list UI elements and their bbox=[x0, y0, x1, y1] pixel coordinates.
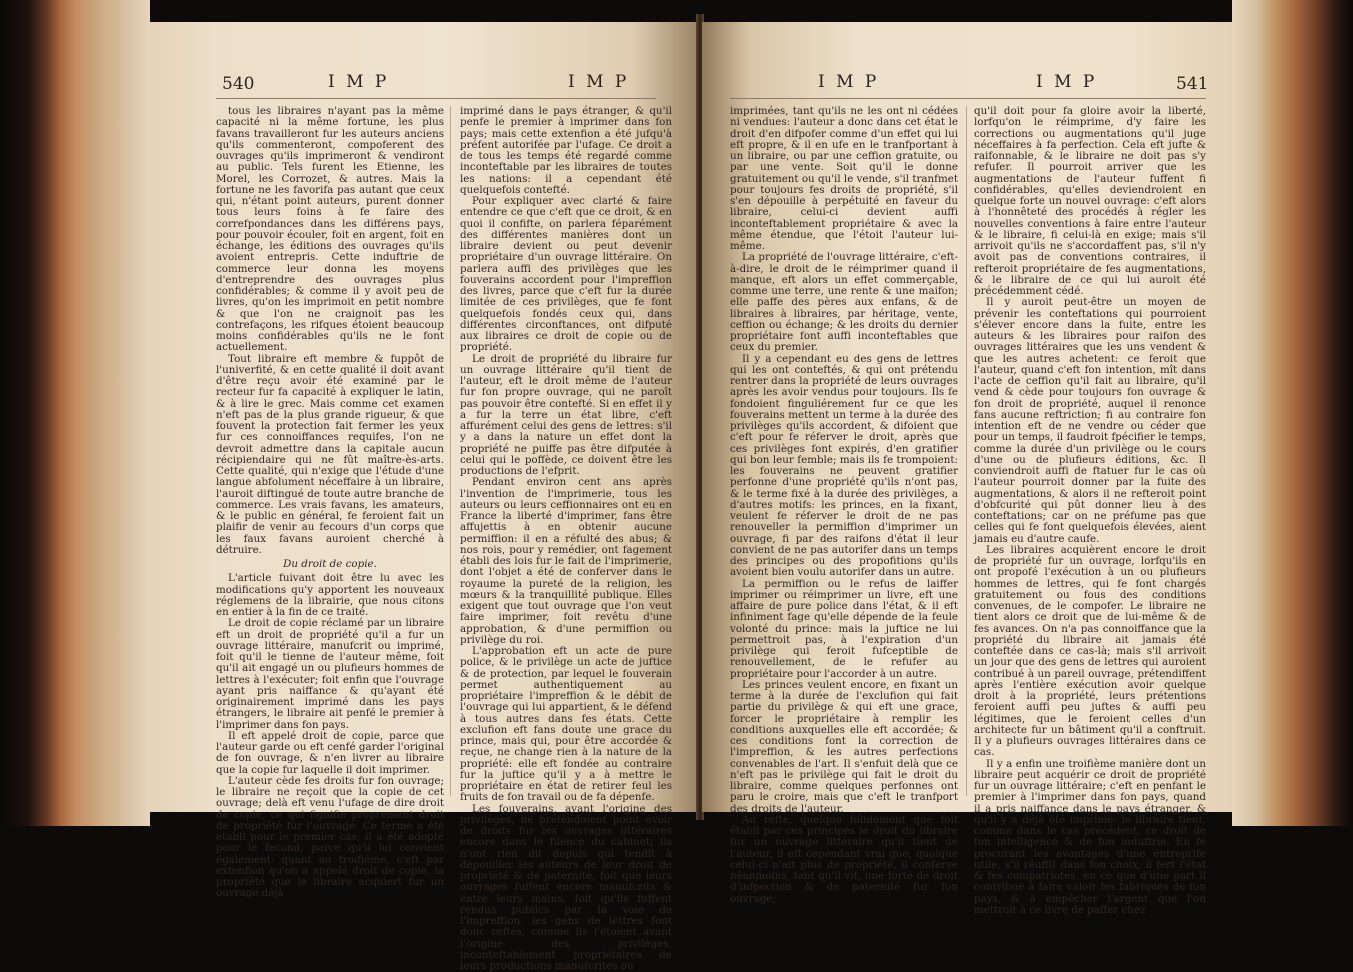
paragraph: imprimées, tant qu'ils ne les ont ni cédées ni vendues: l'auteur a donc dans cet état le droit d'en difpofer comme d'un effet qui lui eft propre, & il en ufe en le tranfportant à un libraire, ou par une ceffion gratuite, ou par une vente. Soit qu'il le donne gratuitement ou qu'il le vende, s'il tranfmet pour toujours fes droits de propriété, s'il s'en dépouille à perpétuité en faveur du libraire, celui-ci devient auffi inconteftablement propriétaire & avec la même étendue, que l'étoit l'auteur lui-même. bbox=[730, 106, 958, 252]
left-column-rule bbox=[450, 106, 451, 796]
left-column-2 bbox=[460, 106, 672, 796]
paragraph: Il eft appelé droit de copie, parce que l'auteur garde ou eft cenfé garder l'original de fon ouvrage, & n'en livrer au libraire que la copie fur laquelle il doit imprimer. bbox=[216, 731, 444, 776]
paragraph: imprimé dans le pays étranger, & qu'il penfe le premier à imprimer dans fon pays; mais cette extenfion a été jufqu'à préfent autorifée par l'ufage. Ce droit a de tous les temps été regardé comme inconteftable par les libraires de toutes les nations: il a cependant été quelquefois contefté. bbox=[460, 106, 672, 196]
paragraph: Le droit de propriété du libraire fur un ouvrage littéraire qu'il tient de l'auteur, eft le droit même de l'auteur fur fon propre ouvrage, qui ne paroît pas pouvoir être contefté. Si en effet il y a fur la terre un état libre, c'eft affurément celui des gens de lettres: s'il y a dans la nature un effet dont la propriété ne puiffe pas être difputée à celui qui le poffède, ce doivent être les productions de l'efprit. bbox=[460, 354, 672, 478]
left-page-edges bbox=[0, 0, 150, 826]
right-page bbox=[702, 22, 1232, 812]
paragraph: L'article fuivant doit être lu avec les modifications qu'y apportent les nouveaux réglemens de la librairie, que nous citons en entier à la fin de ce traité. bbox=[216, 573, 444, 618]
paragraph: tous les libraires n'ayant pas la même capacité ni la même fortune, les plus favans travailleront fur les auteurs anciens qu'ils commenteront, compoferent des ouvrages qu'ils imprimeront & vendiront au public. Tels furent les Etienne, les Morel, les Corrozet, & autres. Mais la fortune ne les favorifa pas autant que ceux qui, n'étant point auteurs, purent donner tous leurs foins à fe faire des correfpondances dans les différens pays, pour pouvoir écouler, foit en argent, foit en échange, les éditions des ouvrages qu'ils avoient entrepris. Cette induftrie de commerce leur donna les moyens d'entreprendre des ouvrages plus confidérables; & comme il y avoit peu de livres, qu'on les imprimoit en petit nombre & que l'on ne craignoit pas les contrefaçons, les rifques étoient beaucoup moins confidérables qu'ils ne le font actuellement. bbox=[216, 106, 444, 354]
right-column-1 bbox=[730, 106, 958, 796]
right-column-2 bbox=[974, 106, 1206, 796]
paragraph: L'approbation eft un acte de pure police, & le privilège un acte de juftice & de protection, par lequel le fouverain permet authentiquement au propriétaire l'impreffion & le débit de l'ouvrage qui lui appartient, & le défend à tous autres dans fes états. Cette exclufion eft fans doute une grace du prince, mais qui, pour être accordée & reçue, ne change rien à la nature de la propriété: elle eft fondée au contraire fur la juftice qu'il y a à mettre le propriétaire en état de retirer feul les fruits de fon travail ou de fa dépenfe. bbox=[460, 646, 672, 804]
paragraph: La permiffion ou le refus de laiffer imprimer ou réimprimer un livre, eft une affaire de pure police dans l'état, & il eft infiniment fage qu'elle dépende de la feule volonté du prince: mais la juftice ne lui permettroit pas, à l'expiration d'un privilège qui feroit fufceptible de renouvellement, de le refufer au propriétaire pour l'accorder à un autre. bbox=[730, 579, 958, 680]
paragraph: Pendant environ cent ans après l'invention de l'imprimerie, tous les auteurs ou leurs ceffionnaires ont eu en France la liberté d'imprimer, fans être affujettis à en obtenir aucune permiffion: il en a réfulté des abus; & nos rois, pour y remédier, ont fagement établi des lois fur le fait de l'imprimerie, dont l'objet a été de conferver dans le royaume la pureté de la religion, les mœurs & la tranquillité publique. Elles exigent que tout ouvrage que l'on veut faire imprimer, foit revêtu d'une approbation, & d'une permiffion ou privilège du roi. bbox=[460, 477, 672, 646]
paragraph: L'auteur cède fes droits fur fon ouvrage; le libraire ne reçoit que la copie de cet ouvrage; delà eft venu l'ufage de dire droit de copie, ce qui fignifie proprement droit de propriété fur l'ouvrage. Ce terme a été établi pour le premier cas; il a été adopté pour le fecond, parce qu'il lui convient également: quant au troifième, c'eft par extenfion qu'on a appelé droit de copie, la propriété que le libraire acquiert fur un ouvrage déjà bbox=[216, 776, 444, 900]
paragraph: Tout libraire eft membre & fuppôt de l'univerfité, & en cette qualité il doit avant d'être reçu avoir été examiné par le recteur fur fa capacité à expliquer le latin, & à lire le grec. Mais comme cet examen n'eft pas de la plus grande rigueur, & que fouvent la protection fait fermer les yeux fur ces connoiffances requifes, l'on ne devroit admettre dans la capitale aucun récipiendaire qui ne fût maître-ès-arts. Cette qualité, qui n'exige que l'étude d'une langue abfolument néceffaire à un libraire, l'auroit diftingué de toute autre branche de commerce. Les vrais favans, les amateurs, & le public en général, fe feroient fait un plaifir de venir au fecours d'un corps que les faux favans auroient cherché à détruire. bbox=[216, 354, 444, 557]
paragraph: Il y a cependant eu des gens de lettres qui les ont conteftés, & qui ont prétendu rentrer dans la propriété de leurs ouvrages après les avoir vendus pour toujours. Ils fe fondoient finguliérement fur ce que les fouverains mettent un terme à la durée des privilèges qu'ils accordent, & difoient que c'eft pour fe réferver le droit, après que ces privilèges font expirés, d'en gratifier qui bon leur femble; mais ils fe trompoient: les fouverains ne peuvent gratifier perfonne d'une propriété qu'ils n'ont pas, & le terme fixé à la durée des privilèges, a d'autres motifs: les princes, en la fixant, veulent fe réferver le droit de ne pas renouveller la permiffion d'imprimer un ouvrage, fi par des raifons d'état il leur convient de ne pas autorifer dans un temps des principes ou des propofitions qu'ils avoient bien voulu autorifer dans un autre. bbox=[730, 354, 958, 579]
paragraph: Les libraires acquièrent encore le droit de propriété fur un ouvrage, lorfqu'ils en ont propofé l'exécution à un ou plufieurs hommes de lettres, qui fe font chargés gratuitement ou fous des conditions convenues, de le compofer. Le libraire ne tient alors ce droit que de lui-même & de fes avances. On n'a pas connoiffance que la propriété du libraire ait jamais été conteftée dans ce cas-là; mais s'il arrivoit un jour que des gens de lettres qui auroient contribué à un pareil ouvrage, prétendiffent après l'entière exécution avoir quelque droit à la propriété, leurs prétentions feroient auffi peu juftes & auffi peu légitimes, que le feroient celles d'un architecte fur un bâtiment qu'il a conftruit. Il y a plufieurs ouvrages littéraires dans ce cas. bbox=[974, 545, 1206, 759]
left-column-1 bbox=[216, 106, 444, 796]
paragraph: Le droit de copie réclamé par un libraire eft un droit de propriété qu'il a fur un ouvrage littéraire, manufcrit ou imprimé, foit qu'il le tienne de l'auteur même, foit qu'il ait engagé un ou plufieurs hommes de lettres à l'exécuter; foit enfin que l'ouvrage ayant pris naiffance & qu'ayant été originairement imprimé dans les pays étrangers, le libraire ait penfé le premier à l'imprimer dans fon pays. bbox=[216, 618, 444, 731]
right-header-rule bbox=[730, 98, 1206, 99]
left-header-rule bbox=[216, 98, 656, 99]
left-page-header-2: I M P bbox=[568, 72, 629, 92]
paragraph: qu'il doit pour fa gloire avoir la liberté, lorfqu'on le réimprime, d'y faire les corrections ou augmentations qu'il juge néceffaires à fa perfection. Cela eft jufte & raifonnable, & le libraire ne doit pas s'y refufer. Il pourroit arriver que les augmentations de l'auteur fuffent fi confidérables, qu'elles deviendroient en quelque forte un nouvel ouvrage: c'eft alors à l'honnêteté des procédés à régler les nouvelles conventions à faire entre l'auteur & le libraire, fi celui-là en exige; mais s'il arrivoit qu'ils ne s'accordaffent pas, s'il n'y avoit pas de conventions contraires, il refteroit propriétaire de fes augmentations, & le libraire de ce qui lui auroit été précédemment cédé. bbox=[974, 106, 1206, 297]
left-page-header-1: I M P bbox=[328, 72, 389, 92]
right-page-header-1: I M P bbox=[818, 72, 879, 92]
right-page-number: 541 bbox=[1176, 74, 1208, 94]
paragraph: Il y a enfin une troifième manière dont un libraire peut acquérir ce droit de propriété fur un ouvrage littéraire; c'eft en penfant le premier à l'imprimer dans fon pays, quand il a pris naiffance dans le pays étranger, & qu'il y a déjà été imprimé: le libraire tient, comme dans le cas précédent, ce droit de fon intelligence & de fon induftrie. En fe procurant les avantages d'une entreprife utile, s'il réuffit dans fon choix, il fert l'état & fes compatriotes, en ce que d'une part il contribue à faire valoir les fabriques de fon pays, & à empêcher l'argent que l'on mettroit à ce livre de paffer chez bbox=[974, 759, 1206, 917]
paragraph: Les fouverains, avant l'origine des privilèges, ne prétendoient point avoir de droits fur les ouvrages littéraires encore dans le filence du cabinet; ils n'ont rien dit depuis qui tendît à dépouiller les auteurs de leur droit de propriété & de paternité, foit que leurs ouvrages fuffent encore manufcrits & entre leurs mains, foit qu'ils fuffent rendus publics par la voie de l'impreffion: les gens de lettres font donc reftés, comme ils l'étoient avant l'origine des privilèges, inconteftablement propriétaires de leurs productions manufcrites ou bbox=[460, 804, 672, 972]
right-column-rule bbox=[966, 106, 967, 796]
right-page-edges bbox=[1232, 0, 1353, 826]
paragraph: La propriété de l'ouvrage littéraire, c'eft-à-dire, le droit de le réimprimer quand il manque, eft alors un effet commerçable, comme une terre, une rente & une maifon; elle paffe des pères aux enfans, & de libraires à libraires, par héritage, vente, ceffion ou échange; & les droits du dernier propriétaire font auffi inconteftables que ceux du premier. bbox=[730, 252, 958, 353]
paragraph: Il y auroit peut-être un moyen de prévenir les conteftations qui pourroient s'élever encore dans la fuite, entre les auteurs & les libraires pour raifon des ouvrages littéraires que les uns vendent & que les autres achetent: ce feroit que l'auteur, quand c'eft fon intention, mît dans l'acte de ceffion qu'il fait au libraire, qu'il vend & cède pour toujours fon ouvrage & fon droit de propriété, auquel il renonce fans aucune reftriction; fi au contraire fon intention eft de ne vendre ou céder que pour un temps, il faudroit fpécifier le temps, comme la durée d'un privilège ou le cours d'une ou de plufieurs éditions, &c. Il conviendroit auffi de ftatuer fur le cas où l'auteur pourroit donner par la fuite des augmentations, & alors il ne refteroit point d'obfcurité qui pût donner lieu à des conteftations; car on ne préfume pas que celles qui fe font quelquefois élevées, aient jamais eu d'autre caufe. bbox=[974, 297, 1206, 545]
left-page-number: 540 bbox=[222, 74, 254, 94]
right-page-header-2: I M P bbox=[1036, 72, 1097, 92]
paragraph: Les princes veulent encore, en fixant un terme à la durée de l'exclufion qui fait partie du privilège & qui eft une grace, forcer le propriétaire à remplir les conditions auxquelles elle eft accordée; & ces conditions font la correction de l'impreffion, & les autres perfections convenables de l'art. Il s'enfuit delà que ce n'eft pas le privilège qui fait le droit du libraire, comme quelques perfonnes ont paru le croire, mais que c'eft le tranfport des droits de l'auteur. bbox=[730, 680, 958, 815]
paragraph: Au refte, quelque folidement que foit établi par ces principes le droit du libraire fur un ouvrage littéraire qu'il tient de l'auteur, il eft cependant vrai que, quoique celui-ci n'ait plus de propriété, il conferve néanmoins, tant qu'il vit, une forte de droit d'infpection & de paternité fur fon ouvrage; bbox=[730, 815, 958, 905]
section-heading: Du droit de copie. bbox=[216, 559, 444, 570]
paragraph: Pour expliquer avec clarté & faire entendre ce que c'eft que ce droit, & en quoi il confifte, on parlera féparément des différentes manières dont un libraire devient ou peut devenir propriétaire d'un ouvrage littéraire. On parlera auffi des privilèges que les fouverains accordent pour l'impreffion des livres, parce que c'eft fur la durée limitée de ces privilèges, que fe font quelquefois fondés ceux qui, dans différentes circonftances, ont difputé aux libraires ce droit de copie ou de propriété. bbox=[460, 196, 672, 354]
left-page bbox=[150, 22, 698, 812]
